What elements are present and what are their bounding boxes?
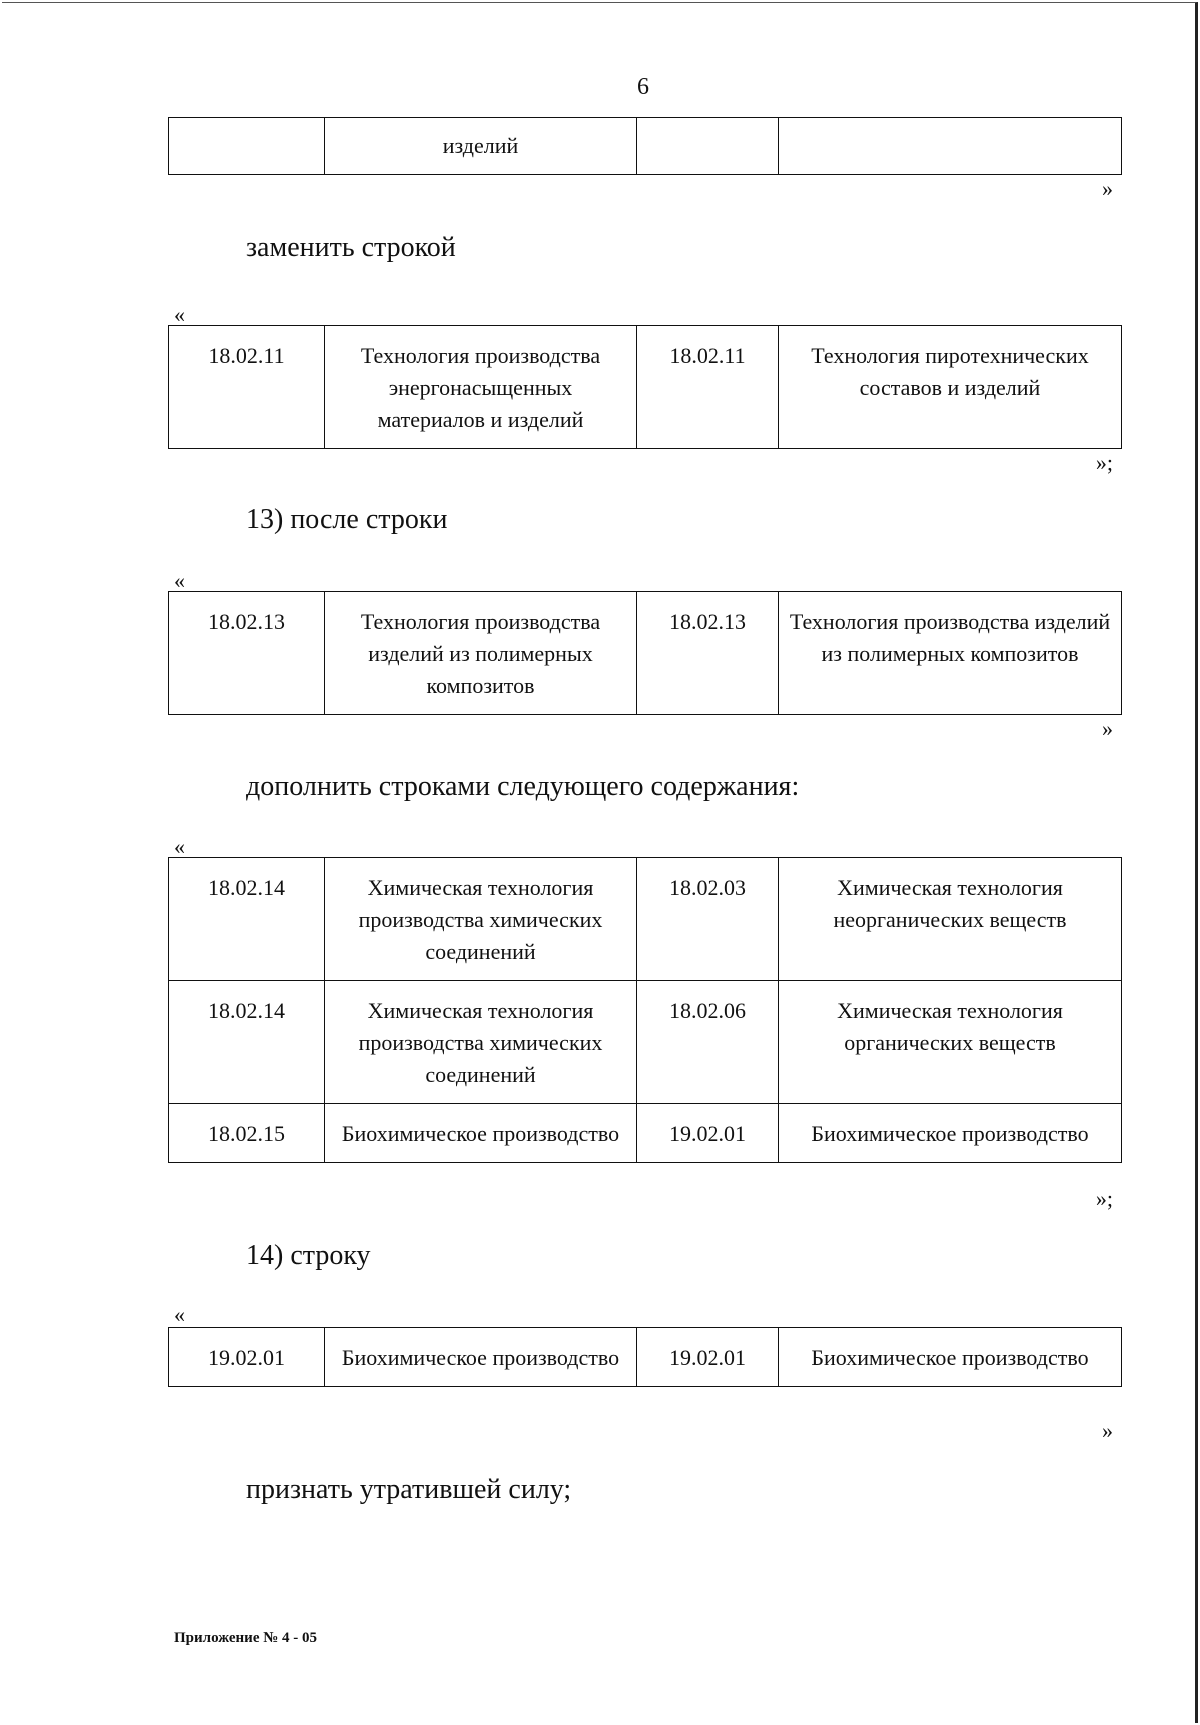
- table-replacement: [168, 325, 1122, 449]
- table-cell: [169, 118, 325, 175]
- opening-quote: «: [174, 1302, 185, 1327]
- opening-quote: «: [174, 834, 185, 859]
- table-cell: Биохимическое производство: [779, 1104, 1122, 1163]
- table-supplement: [168, 857, 1122, 1163]
- paragraph-14: 14) строку: [246, 1240, 371, 1271]
- closing-quote: »;: [1095, 450, 1113, 475]
- table-cell: 18.02.11: [169, 326, 325, 449]
- table-row: [169, 858, 1122, 981]
- table-cell: Биохимическое производство: [779, 1328, 1122, 1387]
- table-cell: 19.02.01: [637, 1104, 779, 1163]
- table-cell: 18.02.14: [169, 858, 325, 981]
- table-cell: 18.02.13: [637, 592, 779, 715]
- table-after-row: [168, 591, 1122, 715]
- table-row: [169, 1104, 1122, 1163]
- table-cell: 18.02.14: [169, 981, 325, 1104]
- table-cell: Биохимическое производство: [325, 1328, 637, 1387]
- table-line-14: [168, 1327, 1122, 1387]
- closing-quote: »: [1102, 176, 1113, 201]
- closing-quote: »: [1102, 716, 1113, 741]
- table-cell: Технология пиротехнических составов и изделий: [779, 326, 1122, 449]
- table-cell: Химическая технология производства химических соединений: [325, 858, 637, 981]
- table-cell: 18.02.13: [169, 592, 325, 715]
- table-cell: Технология производства изделий из полимерных композитов: [325, 592, 637, 715]
- table-row: [169, 118, 1122, 175]
- table-cell: 18.02.03: [637, 858, 779, 981]
- table-cell: Химическая технология производства химических соединений: [325, 981, 637, 1104]
- table-row: [169, 1328, 1122, 1387]
- table-cell: изделий: [325, 118, 637, 175]
- table-row: [169, 981, 1122, 1104]
- opening-quote: «: [174, 568, 185, 593]
- table-continuation: [168, 117, 1122, 175]
- paragraph-supplement: дополнить строками следующего содержания:: [246, 771, 800, 802]
- table-cell: 18.02.11: [637, 326, 779, 449]
- table-cell: Химическая технология неорганических веществ: [779, 858, 1122, 981]
- table-cell: Химическая технология органических веществ: [779, 981, 1122, 1104]
- table-cell: [637, 118, 779, 175]
- table-cell: 19.02.01: [637, 1328, 779, 1387]
- closing-quote: »: [1102, 1418, 1113, 1443]
- opening-quote: «: [174, 302, 185, 327]
- paragraph-13: 13) после строки: [246, 504, 448, 535]
- table-row: [169, 592, 1122, 715]
- table-cell: Технология производства изделий из полимерных композитов: [779, 592, 1122, 715]
- closing-quote: »;: [1095, 1186, 1113, 1211]
- table-cell: 18.02.15: [169, 1104, 325, 1163]
- table-cell: [779, 118, 1122, 175]
- table-cell: Технология производства энергонасыщенных материалов и изделий: [325, 326, 637, 449]
- table-cell: Биохимическое производство: [325, 1104, 637, 1163]
- page-number: 6: [637, 74, 649, 100]
- table-cell: 18.02.06: [637, 981, 779, 1104]
- table-row: [169, 326, 1122, 449]
- paragraph-replace: заменить строкой: [246, 232, 456, 263]
- footer-annex: Приложение № 4 - 05: [174, 1630, 318, 1646]
- paragraph-invalid: признать утратившей силу;: [246, 1474, 572, 1505]
- table-cell: 19.02.01: [169, 1328, 325, 1387]
